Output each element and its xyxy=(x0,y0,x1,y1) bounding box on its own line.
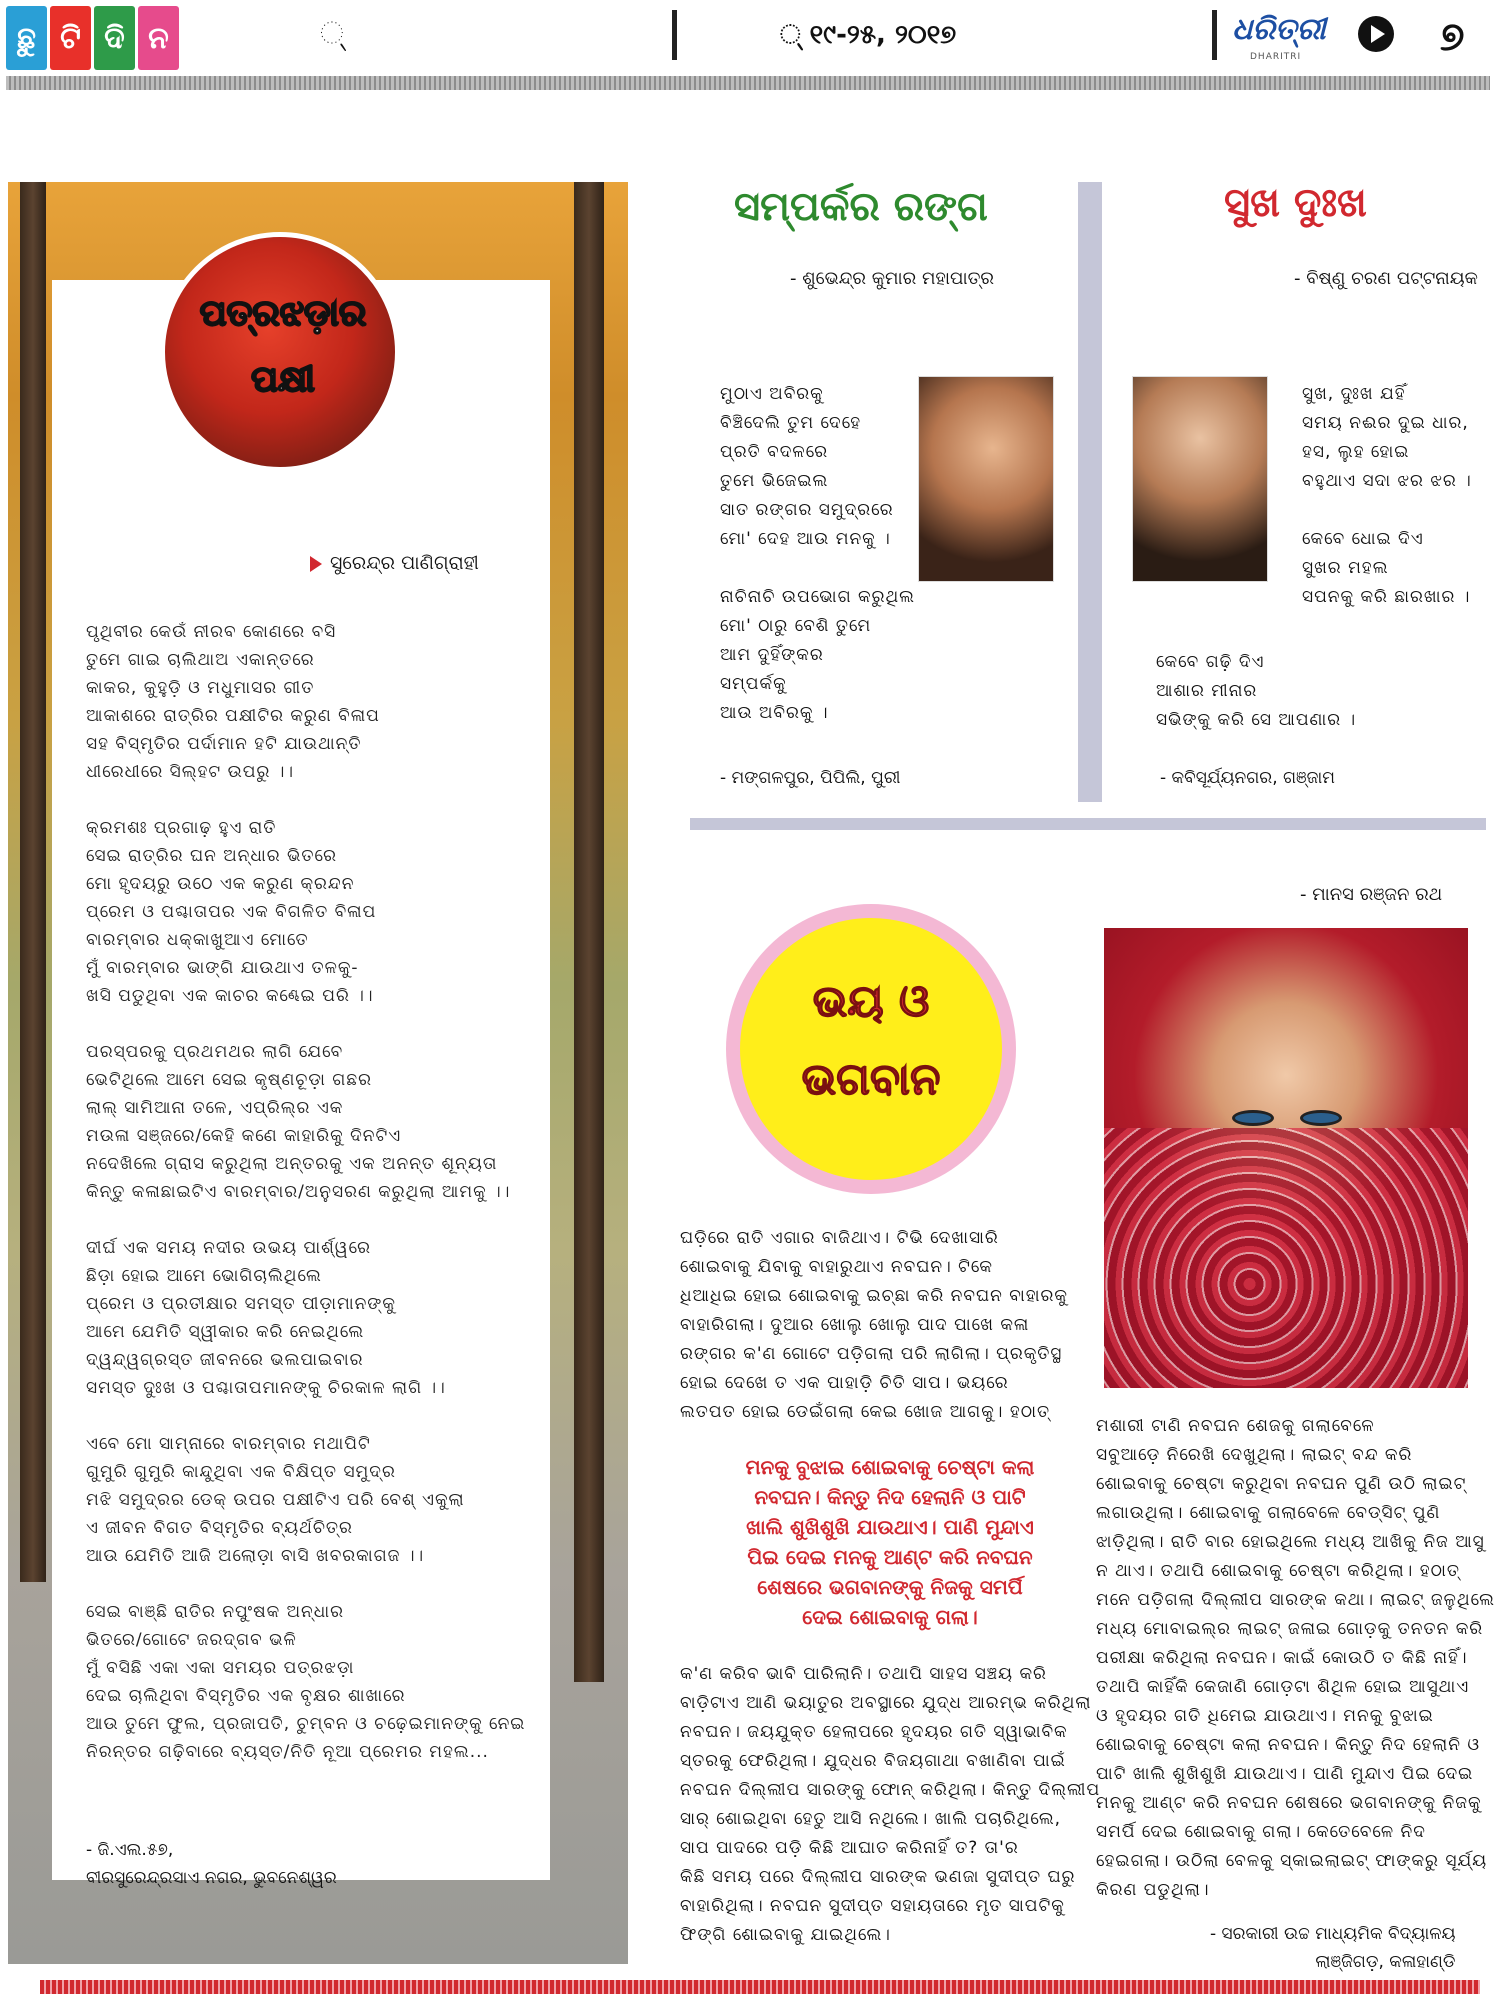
text-line: ଦେଇ ଚାଲିଥିବା ବିସ୍ମୃତିର ଏକ ବୃକ୍ଷର ଶାଖାରେ xyxy=(86,1686,406,1706)
text-line: ସମୟ ନଈର ଦୁଇ ଧାର, xyxy=(1302,413,1469,433)
text-line: କିରଣ ପଡୁଥିଲା। xyxy=(1096,1880,1210,1900)
veil-pattern xyxy=(1104,1128,1468,1388)
text-line: ଶେଷରେ ଭଗବାନଙ୍କୁ ନିଜକୁ ସମର୍ପି xyxy=(757,1575,1023,1599)
logo-block-3: ଦି xyxy=(94,6,135,70)
text-line: ମଶାରୀ ଟାଣି ନବଘନ ଶେଜକୁ ଗଲାବେଳେ xyxy=(1096,1416,1375,1436)
text-line: କାକର, କୁହୁଡ଼ି ଓ ମଧୁମାସର ଗୀତ xyxy=(86,678,315,698)
story-title-badge xyxy=(740,918,1002,1180)
poem-stanza xyxy=(86,1038,526,1206)
text-line: ଲତପତ ହୋଇ ଡେଇଁଗଲା କେଇ ଖୋଜ ଆଗକୁ। ହଠାତ୍ xyxy=(680,1402,1051,1422)
text-line: ଆଉ ଯେମିତି ଆଜି ଅଲୋଡ଼ା ବାସି ଖବରକାଗଜ ।। xyxy=(86,1546,425,1566)
text-line: ଆକାଶରେ ରାତ୍ରିର ପକ୍ଷୀଟିର କରୁଣ ବିଳାପ xyxy=(86,706,380,726)
text-line: ଲାଲ୍ ସାମିଆନା ତଳେ, ଏପ୍ରିଲ୍‌ର ଏକ xyxy=(86,1098,344,1118)
text-line: ବାହାରିଗଲା। ଦୁଆର ଖୋଲୁ ଖୋଲୁ ପାଦ ପାଖେ କଳା xyxy=(680,1315,1030,1335)
text-line: ସମସ୍ତ ଦୁଃଖ ଓ ପଶ୍ଚାତାପମାନଙ୍କୁ ଚିରକାଳ ଲାଗି ।। xyxy=(86,1378,446,1398)
poem-2-place: - କବିସୂର୍ଯ୍ୟନଗର, ଗଞ୍ଜାମ xyxy=(1160,768,1336,788)
section-logo xyxy=(6,6,179,70)
eye-shape xyxy=(1232,1110,1274,1126)
text-line: ମଝି ସମୁଦ୍ରର ଡେକ୍ ଉପର ପକ୍ଷୀଟିଏ ପରି ବେଶ୍ ଏକୁଲା xyxy=(86,1490,465,1510)
text-line: ସହ ବିସ୍ମୃତିର ପର୍ଦାମାନ ହଟି ଯାଉଥାନ୍ତି xyxy=(86,734,362,754)
issue-date: ୍ ୧୯-୨୫, ୨୦୧୭ xyxy=(780,20,957,50)
tree-trunk xyxy=(574,182,604,1682)
text-line: ଓ ହୃଦୟର ଗତି ଧିମେଇ ଯାଉଥାଏ। ମନକୁ ବୁଝାଇ xyxy=(1096,1706,1434,1726)
poem-2-body-a xyxy=(1302,380,1490,612)
text-line: ମୋ ହୃଦୟରୁ ଉଠେ ଏକ କରୁଣ କ୍ରନ୍ଦନ xyxy=(86,874,355,894)
text-line: ଖସି ପଡୁଥିବା ଏକ କାଚର କଣ୍ଢେଇ ପରି ।। xyxy=(86,986,374,1006)
story-paragraph-1 xyxy=(680,1224,1090,1427)
masthead xyxy=(0,0,1500,92)
text-line: ସମର୍ପି ଦେଇ ଶୋଇବାକୁ ଗଲା। କେତେବେଳେ ନିଦ xyxy=(1096,1822,1426,1842)
text-line: ପ୍ରେମ ଓ ପ୍ରତୀକ୍ଷାର ସମସ୍ତ ପୀଡ଼ାମାନଙ୍କୁ xyxy=(86,1294,396,1314)
poem-2-author: - ବିଷ୍ଣୁ ଚରଣ ପଟ୍ଟନାୟକ xyxy=(1294,268,1478,289)
text-line: ଭେଟିଥିଲେ ଆମେ ସେଇ କୃଷ୍ଣଚୂଡ଼ା ଗଛର xyxy=(86,1070,372,1090)
text-line: ନବଘନ। ଜୟଯୁକ୍ତ ହେଲାପରେ ହୃଦୟର ଗତି ସ୍ୱାଭାବିକ xyxy=(680,1722,1068,1742)
poem-stanza xyxy=(86,618,526,786)
story-photo xyxy=(1104,928,1468,1388)
text-line: ବାହାରିଥିଲା। ନବଘନ ସୁଦୀପ୍ତ ସହାୟତାରେ ମୃତ ସାପଟିକୁ xyxy=(680,1896,1065,1916)
story-author: - ମାନସ ରଞ୍ଜନ ରଥ xyxy=(1300,884,1443,905)
poem-2-body-b xyxy=(1156,648,1456,735)
text-line: ଦେଇ ଶୋଇବାକୁ ଗଲା। xyxy=(802,1605,978,1629)
text-line: ରଙ୍ଗର କ'ଣ ଗୋଟେ ପଡ଼ିଗଲା ପରି ଲାଗିଲା। ପ୍ରକୃତିସ୍ଥ xyxy=(680,1344,1063,1364)
text-line: ଘଡ଼ିରେ ରାତି ଏଗାର ବାଜିଥାଏ। ଟିଭି ଦେଖାସାରି xyxy=(680,1228,999,1248)
signature-line: ବୀରସୁରେନ୍ଦ୍ରସାଏ ନଗର, ଭୁବନେଶ୍ୱର xyxy=(86,1868,337,1888)
story-paragraph-2 xyxy=(680,1660,1101,1950)
text-line: ବାରମ୍ବାର ଧକ୍କାଖୁଆଏ ମୋତେ xyxy=(86,930,309,950)
poem-stanza xyxy=(86,1598,526,1766)
text-line: ଫିଙ୍ଗି ଶୋଇବାକୁ ଯାଇଥିଲେ। xyxy=(680,1925,891,1945)
text-line: ଲଗାଉଥିଲା। ଶୋଇବାକୁ ଗଲାବେଳେ ବେଡ୍‌ସିଟ୍ ପୁଣି xyxy=(1096,1503,1441,1523)
text-line: ଆଉ ତୁମେ ଫୁଲ, ପ୍ରଜାପତି, ଚୁମ୍ବନ ଓ ଚଢ଼େଇମାନଙ୍କୁ ନେଇ xyxy=(86,1714,526,1734)
text-line: ନ ଥାଏ। ତଥାପି ଶୋଇବାକୁ ଚେଷ୍ଟା କରିଥିଲା। ହଠାତ୍ xyxy=(1096,1561,1460,1581)
text-line: ତୁମେ ଗାଇ ଚାଲିଥାଅ ଏକାନ୍ତରେ xyxy=(86,650,315,670)
masthead-separator xyxy=(672,10,677,60)
text-line: ପ୍ରେମ ଓ ପଶ୍ଚାତାପର ଏକ ବିଗଳିତ ବିଳାପ xyxy=(86,902,377,922)
text-line: ସପନକୁ କରି ଛାରଖାର । xyxy=(1302,587,1471,607)
text-line: ଏ ଜୀବନ ବିଗତ ବିସ୍ମୃତିର ବ୍ୟର୍ଥଚିତ୍ର xyxy=(86,1518,353,1538)
text-line: ମୋ' ଠାରୁ ବେଶି ତୁମେ xyxy=(720,616,872,636)
text-line: ସେଇ ବାଞ୍ଛି ରାତିର ନପୁଂଷକ ଅନ୍ଧାର xyxy=(86,1602,345,1622)
poem-stanza xyxy=(86,814,526,1010)
story-title-line-1: ଭୟ ଓ xyxy=(812,976,930,1027)
poem-title-line-2: ପକ୍ଷୀ xyxy=(251,359,315,400)
masthead-separator xyxy=(1212,10,1217,60)
text-line: ଦ୍ୱନ୍ଦ୍ୱଗ୍ରସ୍ତ ଜୀବନରେ ଭଲପାଇବାର xyxy=(86,1350,364,1370)
poem-1-author: - ଶୁଭେନ୍ଦ୍ର କୁମାର ମହାପାତ୍ର xyxy=(790,268,995,289)
text-line: କ'ଣ କରିବ ଭାବି ପାରିଲାନି। ତଥାପି ସାହସ ସଞ୍ଚୟ କରି xyxy=(680,1664,1047,1684)
section-rule xyxy=(690,818,1486,830)
text-line: ସାପ ପାଦରେ ପଡ଼ି କିଛି ଆଘାତ କରିନାହିଁ ତ? ତା'ର xyxy=(680,1838,1019,1858)
text-line: ଆମେ ଯେମିତି ସ୍ୱୀକାର କରି ନେଇଥିଲେ xyxy=(86,1322,365,1342)
text-line: ଗୁମୁରି ଗୁମୁରି କାନ୍ଦୁଥିବା ଏକ ବିକ୍ଷିପ୍ତ ସମୁଦ୍ର xyxy=(86,1462,396,1482)
story-title-line-2: ଭଗବାନ xyxy=(801,1054,941,1105)
text-line: ହସ, ଲୁହ ହୋଇ xyxy=(1302,442,1410,462)
text-line: ପିଇ ଦେଇ ମନକୁ ଆଣ୍ଟ କରି ନବଘନ xyxy=(747,1545,1033,1569)
story-pull-quote xyxy=(720,1452,1060,1632)
text-line: ଖାଲି ଶୁଖିଶୁଖି ଯାଉଥାଏ। ପାଣି ମୁନ୍ଦାଏ xyxy=(746,1515,1034,1539)
story-paragraph-3 xyxy=(1096,1412,1495,1905)
poem-1-place: - ମଙ୍ଗଳପୁର, ପିପିଲି, ପୁରୀ xyxy=(720,768,901,788)
text-line: ଦୀର୍ଘ ଏକ ସମୟ ନଦୀର ଉଭୟ ପାର୍ଶ୍ୱରେ xyxy=(86,1238,371,1258)
play-icon xyxy=(1358,16,1394,52)
text-line: କ୍ରମଶଃ ପ୍ରଗାଢ଼ ହୁଏ ରାତି xyxy=(86,818,277,838)
poem-1-title: ସମ୍ପର୍କର ରଙ୍ଗ xyxy=(734,184,988,230)
text-line: ନାଚିନାଚି ଉପଭୋଗ କରୁଥିଲ xyxy=(720,587,915,607)
text-line: ତଥାପି କାହିଁକି କେଜାଣି ଗୋଡ଼ଟା ଶିଥିଳ ହୋଇ ଆସୁଥାଏ xyxy=(1096,1677,1470,1697)
text-line: ଧୀରେଧୀରେ ସିଲ୍‌ହଟ ଉପରୁ ।। xyxy=(86,762,295,782)
text-line: ପ୍ରତି ବଦଳରେ xyxy=(720,442,829,462)
signature-line: - ଜି.ଏଲ.୫୭, xyxy=(86,1840,174,1860)
text-line: ଏବେ ମୋ ସାମ୍ନାରେ ବାରମ୍ବାର ମଥାପିଟି xyxy=(86,1434,371,1454)
text-line: ଧିଆଧିଇ ହୋଇ ଶୋଇବାକୁ ଇଚ୍ଛା କରି ନବଘନ ବାହାରକୁ xyxy=(680,1286,1068,1306)
text-line: ସଭିଙ୍କୁ କରି ସେ ଆପଣାର । xyxy=(1156,710,1357,730)
text-line: କିଛି ସମୟ ପରେ ଦିଲ୍ଲୀପ ସାରଙ୍କ ଭଣଜା ସୁଦୀପ୍ତ ଘରୁ xyxy=(680,1867,1076,1887)
text-line: ପାଟି ଖାଲି ଶୁଖିଶୁଖି ଯାଉଥାଏ। ପାଣି ମୁନ୍ଦାଏ ପିଇ ଦେଇ xyxy=(1096,1764,1474,1784)
text-line: ମନକୁ ବୁଝାଇ ଶୋଇବାକୁ ଚେଷ୍ଟା କଲା xyxy=(745,1455,1035,1479)
text-line: ସମ୍ପର୍କକୁ xyxy=(720,674,787,694)
poem-title-line-1: ପତ୍ରଝଡ଼ାର xyxy=(199,293,367,334)
author-arrow-icon xyxy=(310,556,322,572)
poem-stanza xyxy=(86,1234,526,1402)
text-line: ସବୁଆଡ଼େ ନିରେଖି ଦେଖୁଥିଲା। ଲାଇଟ୍ ବନ୍ଦ କରି xyxy=(1096,1445,1413,1465)
story-signature xyxy=(1210,1920,1456,1976)
poem-stanza xyxy=(86,1430,526,1570)
section-name: ୍ xyxy=(320,16,344,51)
eye-shape xyxy=(1300,1110,1342,1126)
poem-2-photo xyxy=(1132,376,1268,582)
signature-line: ଲାଞ୍ଜିଗଡ଼, କଳାହାଣ୍ଡି xyxy=(1315,1952,1456,1972)
poem-signature xyxy=(86,1836,337,1892)
poem-author: ସୁରେନ୍ଦ୍ର ପାଣିଗ୍ରାହୀ xyxy=(330,552,479,574)
text-line: କିନ୍ତୁ କଳାଛାଇଟିଏ ବାରମ୍ବାର/ଅନୁସରଣ କରୁଥିଲା ଆମକୁ ।। xyxy=(86,1182,511,1202)
text-line: ଆଶାର ମୀନାର xyxy=(1156,681,1258,701)
poem-body xyxy=(86,618,526,1794)
masthead-rule xyxy=(6,76,1490,90)
poem-1-photo xyxy=(918,376,1054,582)
text-line: ଶୋଇବାକୁ ଚେଷ୍ଟା କଲା ନବଘନ। କିନ୍ତୁ ନିଦ ହେଲାନି ଓ xyxy=(1096,1735,1481,1755)
text-line: ନିରନ୍ତର ଗଢ଼ିବାରେ ବ୍ୟସ୍ତ/ନିତି ନୂଆ ପ୍ରେମର ମହଲ... xyxy=(86,1742,489,1762)
text-line: ବହୁଥାଏ ସଦା ଝର ଝର । xyxy=(1302,471,1472,491)
text-line: ମୁଠାଏ ଅବିରକୁ xyxy=(720,384,824,404)
text-line: ନଦେଖିଲେ ଗ୍ରାସ କରୁଥିଲା ଅନ୍ତରକୁ ଏକ ଅନନ୍ତ ଶୂନ୍ୟତା xyxy=(86,1154,498,1174)
logo-block-4: ନ xyxy=(138,6,179,70)
text-line: ଆଉ ଅବିରକୁ । xyxy=(720,703,829,723)
page-number: ୭ xyxy=(1440,14,1465,60)
text-line: ସାତ ରଙ୍ଗର ସମୁଦ୍ରରେ xyxy=(720,500,894,520)
poem-1-body xyxy=(720,380,920,728)
text-line: ପରସ୍ପରକୁ ପ୍ରଥମଥର ଲାଗି ଯେବେ xyxy=(86,1042,344,1062)
text-line: ଛିଡ଼ା ହୋଇ ଆମେ ଭୋଗିଚାଲିଥିଲେ xyxy=(86,1266,322,1286)
text-line: ଶୋଇବାକୁ ଯିବାକୁ ବାହାରୁଥାଏ ନବଘନ। ଟିକେ xyxy=(680,1257,993,1277)
text-line: ସୁଖର ମହଲ xyxy=(1302,558,1389,578)
text-line: ବାଡ଼ିଟାଏ ଆଣି ଭୟାତୁର ଅବସ୍ଥାରେ ଯୁଦ୍ଧ ଆରମ୍ଭ କରିଥିଲା xyxy=(680,1693,1092,1713)
poem-title-badge xyxy=(160,232,400,472)
logo-block-2: ଟି xyxy=(50,6,91,70)
text-line: କେବେ ଧୋଇ ଦିଏ xyxy=(1302,529,1424,549)
text-line: ମୋ' ଦେହ ଆଉ ମନକୁ । xyxy=(720,529,891,549)
text-line: ବିଞ୍ଚିଦେଲି ତୁମ ଦେହେ xyxy=(720,413,862,433)
text-line: ଶୋଇବାକୁ ଚେଷ୍ଟା କରୁଥିବା ନବଘନ ପୁଣି ଉଠି ଲାଇଟ୍ xyxy=(1096,1474,1467,1494)
text-line: ମୁଁ ବାରମ୍ବାର ଭାଙ୍ଗି ଯାଉଥାଏ ତଳକୁ- xyxy=(86,958,359,978)
text-line: ସୁଖ, ଦୁଃଖ ଯହିଁ xyxy=(1302,384,1406,404)
text-line: ମୁଁ ବସିଛି ଏକା ଏକା ସମୟର ପତ୍ରଝଡ଼ା xyxy=(86,1658,355,1678)
column-rule xyxy=(1078,182,1102,802)
newspaper-logo-subtitle: DHARITRI xyxy=(1250,52,1302,62)
text-line: ପୃଥିବୀର କେଉଁ ନୀରବ କୋଣରେ ବସି xyxy=(86,622,337,642)
text-line: ଆମ ଦୁହିଁଙ୍କର xyxy=(720,645,824,665)
text-line: ଭିତରେ/ଗୋଟେ ଜରଦ୍‌ଗବ ଭଳି xyxy=(86,1630,297,1650)
text-line: ସ୍ତରକୁ ଫେରିଥିଲା। ଯୁଦ୍ଧର ବିଜୟଗାଥା ବଖାଣିବା ପାଇଁ xyxy=(680,1751,1066,1771)
signature-line: - ସରକାରୀ ଉଚ୍ଚ ମାଧ୍ୟମିକ ବିଦ୍ୟାଳୟ xyxy=(1210,1924,1456,1944)
text-line: ମନେ ପଡ଼ିଗଲା ଦିଲ୍ଲୀପ ସାରଙ୍କ କଥା। ଲାଇଟ୍ ଜଳୁଥିଲେ xyxy=(1096,1590,1495,1610)
text-line: ଝାଡ଼ିଥିଲା। ରାତି ବାର ହୋଇଥିଲେ ମଧ୍ୟ ଆଖିକୁ ନିଜ ଆସୁ xyxy=(1096,1532,1485,1552)
text-line: ସାର୍ ଶୋଇଥିବା ହେତୁ ଆସି ନଥିଲେ। ଖାଲି ପଚାରିଥିଲେ, xyxy=(680,1809,1062,1829)
footer-rule xyxy=(40,1980,1480,1994)
text-line: ନବଘନ ଦିଲ୍ଲୀପ ସାରଙ୍କୁ ଫୋନ୍ କରିଥିଲା। କିନ୍ତୁ ଦିଲ୍ଲୀପ xyxy=(680,1780,1101,1800)
tree-trunk xyxy=(20,182,46,1582)
text-line: କେବେ ଗଢ଼ି ଦିଏ xyxy=(1156,652,1265,672)
text-line: ପରୀକ୍ଷା କରିଥିଲା ନବଘନ। କାଇଁ କୋଉଠି ତ କିଛି ନାହିଁ। xyxy=(1096,1648,1468,1668)
logo-block-1: ଛୁ xyxy=(6,6,47,70)
text-line: ମଧ୍ୟ ମୋବାଇଲ୍‌ର ଲାଇଟ୍ ଜଳାଇ ଗୋଡ଼କୁ ତନତନ କରି xyxy=(1096,1619,1484,1639)
text-line: ମଉଳା ସଞ୍ଜରେ/କେହି କଣେ କାହାରିକୁ ଦିନଟିଏ xyxy=(86,1126,402,1146)
text-line: ହୋଇ ଦେଖେ ତ ଏକ ପାହାଡ଼ି ଚିତି ସାପ। ଭୟରେ xyxy=(680,1373,1009,1393)
text-line: ତୁମେ ଭିଜେଇଲ xyxy=(720,471,829,491)
text-line: ନବଘନ। କିନ୍ତୁ ନିଦ ହେଲାନି ଓ ପାଟି xyxy=(754,1485,1026,1509)
text-line: ମନକୁ ଆଣ୍ଟ କରି ନବଘନ ଶେଷରେ ଭଗବାନଙ୍କୁ ନିଜକୁ xyxy=(1096,1793,1482,1813)
poem-2-title: ସୁଖ ଦୁଃଖ xyxy=(1224,180,1367,226)
text-line: ସେଇ ରାତ୍ରିର ଘନ ଅନ୍ଧାର ଭିତରେ xyxy=(86,846,337,866)
newspaper-logo: ଧରିତ୍ରୀ xyxy=(1232,12,1326,47)
text-line: ହେଇଗଲା। ଉଠିଲା ବେଳକୁ ସ୍କାଇଲାଇଟ୍ ଫାଙ୍କରୁ ସୂର୍ଯ୍ୟ xyxy=(1096,1851,1488,1871)
